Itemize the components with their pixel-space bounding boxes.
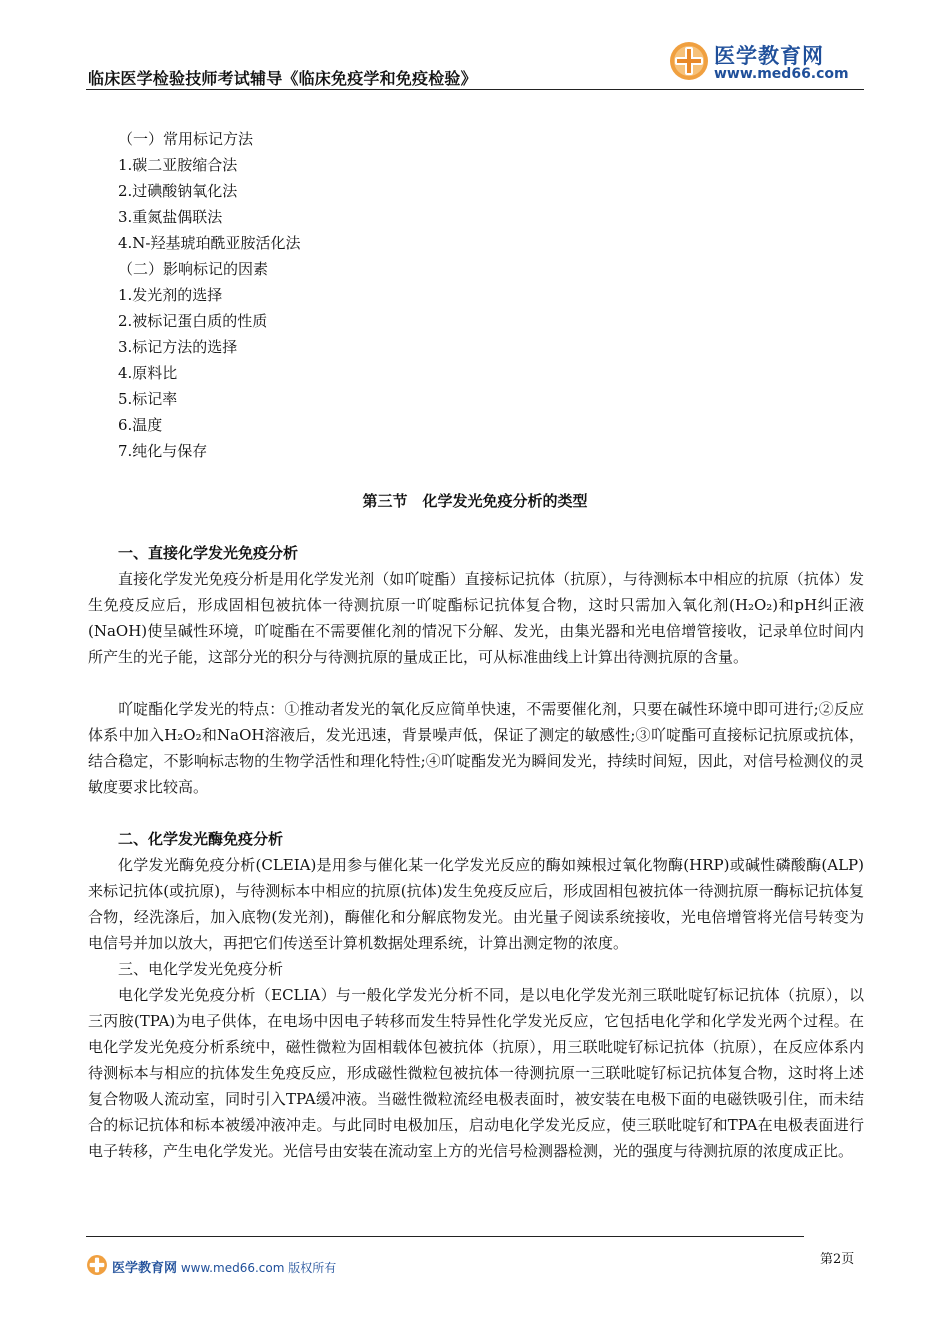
paragraph-enzyme-1: 化学发光酶免疫分析(CLEIA)是用参与催化某一化学发光反应的酶如辣根过氧化物酶(HRP)或碱性磷酸酶(ALP)来标记抗体(或抗原)，与待测标本中相应的抗原(抗体)发生免疫反应后，形成固相包被抗体一待测抗原一酶标记抗体复合物，经洗涤后，加入底物(发光剂)，酶催化和分解底物发光。由光量子阅读系统接收，光电倍增管将光信号转变为电信号并加以放大，再把它们传送至计算机数据处理系统，计算出测定物的浓度。 <box>88 856 864 952</box>
list-item: 2.被标记蛋白质的性质 <box>118 312 268 330</box>
list-item: 4.N-羟基琥珀酰亚胺活化法 <box>118 234 301 252</box>
list-item: 2.过碘酸钠氧化法 <box>118 182 238 200</box>
list-item: （一）常用标记方法 <box>118 130 254 148</box>
list-item: 1.发光剂的选择 <box>118 286 223 304</box>
list-item: 3.重氮盐偶联法 <box>118 208 223 226</box>
footer-brand-url[interactable]: www.med66.com <box>180 1261 285 1275</box>
list-item: 3.标记方法的选择 <box>118 338 238 356</box>
paragraph-direct-2: 吖啶酯化学发光的特点：①推动者发光的氧化反应简单快速，不需要催化剂，只要在碱性环境中即可进行;②反应体系中加入H₂O₂和NaOH溶液后，发光迅速，背景噪声低，保证了测定的敏感性;③吖啶酯可直接标记抗原或抗体，结合稳定，不影响标志物的生物学活性和理化特性;④吖啶酯发光为瞬间发光，持续时间短，因此，对信号检测仪的灵敏度要求比较高。 <box>88 700 864 796</box>
header-title: 临床医学检验技师考试辅导《临床免疫学和免疫检验》 <box>88 69 477 88</box>
page-number: 第2页 <box>820 1252 855 1267</box>
list-item: 6.温度 <box>118 416 163 434</box>
med66-cross-logo-icon <box>668 40 710 82</box>
logo-url[interactable]: www.med66.com <box>714 66 849 82</box>
med66-cross-logo-icon <box>86 1254 108 1276</box>
list-item: （二）影响标记的因素 <box>118 260 269 278</box>
heading-enzyme-chemiluminescence: 二、化学发光酶免疫分析 <box>118 830 284 848</box>
header-divider <box>86 89 864 90</box>
paragraph-electro-1: 电化学发光免疫分析（ECLIA）与一般化学发光分析不同，是以电化学发光剂三联吡啶钌标记抗体（抗原），以三丙胺(TPA)为电子供体，在电场中因电子转移而发生特异性化学发光反应，它包括电化学和化学发光两个过程。在电化学发光免疫分析系统中，磁性微粒为固相载体包被抗体（抗原），用三联吡啶钌标记抗体（抗原），在反应体系内待测标本与相应的抗体发生免疫反应，形成磁性微粒包被抗体一待测抗原一三联吡啶钌标记抗体复合物，这时将上述复合物吸人流动室，同时引入TPA缓冲液。当磁性微粒流经电极表面时，被安装在电极下面的电磁铁吸引住，而未结合的标记抗体和标本被缓冲液冲走。与此同时电极加压，启动电化学发光反应，使三联吡啶钌和TPA在电极表面进行电子转移，产生电化学发光。光信号由安装在流动室上方的光信号检测器检测，光的强度与待测抗原的浓度成正比。 <box>88 986 864 1160</box>
footer-brand-text <box>112 1257 336 1276</box>
heading-electro-chemiluminescence: 三、电化学发光免疫分析 <box>118 960 284 978</box>
list-item: 4.原料比 <box>118 364 178 382</box>
footer-copyright: 版权所有 <box>288 1261 337 1275</box>
logo-name: 医学教育网 <box>714 44 824 68</box>
footer-brand[interactable] <box>86 1254 386 1276</box>
footer-divider <box>86 1236 804 1237</box>
list-item: 5.标记率 <box>118 390 178 408</box>
heading-direct-chemiluminescence: 一、直接化学发光免疫分析 <box>118 544 299 562</box>
list-item: 7.纯化与保存 <box>118 442 208 460</box>
labeling-list <box>118 126 301 464</box>
paragraph-direct-1: 直接化学发光免疫分析是用化学发光剂（如吖啶酯）直接标记抗体（抗原），与待测标本中相应的抗原（抗体）发生免疫反应后，形成固相包被抗体一待测抗原一吖啶酯标记抗体复合物，这时只需加入氧化剂(H₂O₂)和pH纠正液(NaOH)使呈碱性环境，吖啶酯在不需要催化剂的情况下分解、发光，由集光器和光电倍增管接收，记录单位时间内所产生的光子能，这部分光的积分与待测抗原的量成正比，可从标准曲线上计算出待测抗原的含量。 <box>88 570 864 666</box>
header-logo[interactable] <box>668 38 858 86</box>
section-title: 第三节 化学发光免疫分析的类型 <box>362 492 588 510</box>
list-item: 1.碳二亚胺缩合法 <box>118 156 238 174</box>
footer-brand-name: 医学教育网 <box>112 1261 178 1276</box>
